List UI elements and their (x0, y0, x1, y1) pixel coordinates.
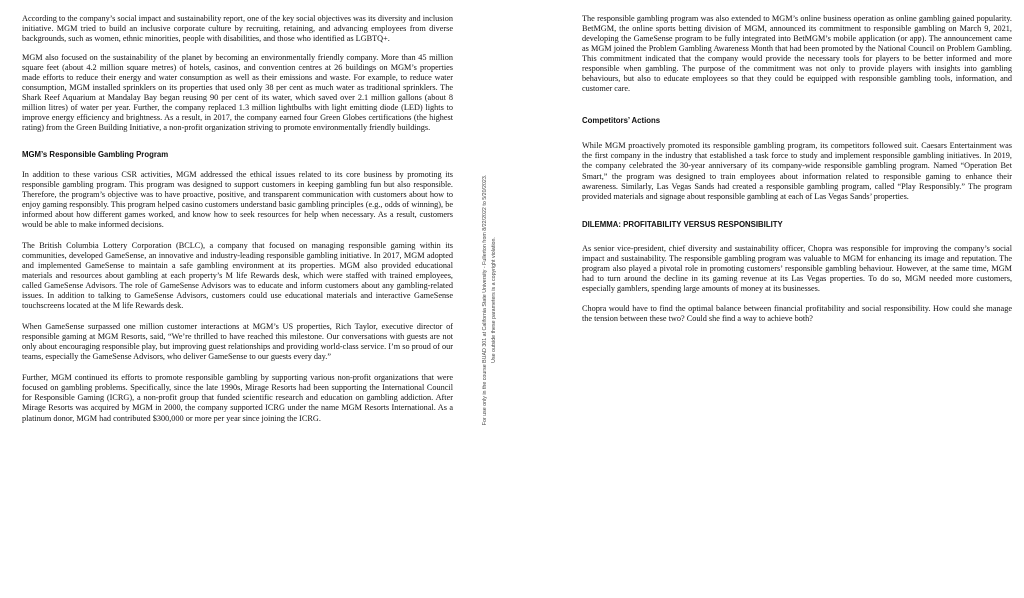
right-paragraph-betmgm: The responsible gambling program was also extended to MGM’s online business operation as online gambling gained popularity. BetMGM, the online sports betting division of MGM, announced its commitment to responsible gambling on March 9, 2021, developing the GameSense program to be fully integrated into BetMGM’s mobile application (or app). The announcement came as MGM joined the Problem Gambling Awareness Month that had been promoted by the National Council on Problem Gambling. This commitment indicated that the company would provide the necessary tools for players to be better informed and more responsible when gambling. The purpose of the commitment was not only to provide players with insights into gambling behaviours, but also to educate employees so that they could be equipped with responsible gambling tools, information, and customer care. (582, 14, 1012, 94)
left-paragraph-bclc: The British Columbia Lottery Corporation (BCLC), a company that focused on managing responsible gaming within its communities, developed GameSense, an innovative and industry-leading responsible gambling initiative. In 2017, MGM adopted and implemented GameSense to maintain a safe gambling environment at its properties. MGM also provided educational materials and resources about gambling at each property’s M life Rewards desk, which were staffed with trained employees, called GameSense Advisors. The role of GameSense Advisors was to educate and inform customers about any gambling-related issues. In addition to talking to GameSense Advisors, customers could use educational materials and interactive GameSense touchscreens located at the M life Rewards desk. (22, 240, 453, 311)
right-paragraph-competitors: While MGM proactively promoted its responsible gambling program, its competitors followed suit. Caesars Entertainment was the first company in the industry that established a task force to study and implement responsible gambling initiatives. In 2019, the company celebrated the 30-year anniversary of its company-wide responsible gambling program. Named “Operation Bet Smart,” the program was designed to train employees about information related to responsible gaming to enhance their awareness. Similarly, Las Vegas Sands had created a responsible gambling program, called “Play Responsibly.” The program provided materials and signage about responsible gambling at each of Las Vegas Sands’ properties. (582, 141, 1012, 201)
section-heading-dilemma: DILEMMA: PROFITABILITY VERSUS RESPONSIBILITY (582, 219, 783, 229)
right-paragraph-question: Chopra would have to find the optimal balance between financial profitability and social responsibility. How could she manage the tension between these two? Could she find a way to achieve both? (582, 303, 1012, 323)
left-paragraph-icrg: Further, MGM continued its efforts to promote responsible gambling by supporting various non-profit organizations that were focused on gambling problems. Specifically, since the late 1990s, Mirage Resorts had been supporting the International Council for Responsible Gaming (ICRG), a non-profit group that funded scientific research and education on gambling addiction. After Mirage Resorts was acquired by MGM in 2000, the company supported ICRG under the name MGM Resorts International. As a platinum donor, MGM had contributed $300,000 or more per year since joining the ICRG. (22, 373, 453, 423)
watermark-line-1: For use only in the course BUAD 301 at California State University - Fullerton from 8/22/2022 to 5/20/2023. (482, 174, 488, 426)
section-heading-competitors: Competitors’ Actions (582, 116, 661, 126)
watermark-line-2: Use outside these parameters is a copyright violation. (491, 237, 497, 363)
copyright-watermark (481, 135, 499, 465)
left-paragraph-program: In addition to these various CSR activities, MGM addressed the ethical issues related to its core business by promoting its responsible gambling program. This program was designed to support customers in keeping gambling fun but also responsible. Therefore, the program’s objective was to have proactive, positive, and transparent communication with customers about how to enjoy gaming responsibly. This program helped casino customers understand basic gambling principles (e.g., odds of winning), be informed about how different games worked, and know how to seek resources for help when necessary. As a result, customers would be able to make informed decisions. (22, 169, 453, 229)
left-column (22, 14, 453, 424)
left-paragraph-quote: When GameSense surpassed one million customer interactions at MGM’s US properties, Rich Taylor, executive director of responsible gaming at MGM Resorts, said, “We’re thrilled to have reached this milestone. Our conversations with guests are not only about encouraging responsible play, but improving guest relationships and providing world-class service. I’m so proud of our teams, especially the GameSense Advisors, who deliver GameSense to our guests every day.” (22, 322, 453, 362)
section-heading-responsible-gambling: MGM’s Responsible Gambling Program (22, 149, 169, 159)
right-column (582, 14, 1012, 324)
right-paragraph-chopra: As senior vice-president, chief diversity and sustainability officer, Chopra was responsible for improving the company’s social impact and sustainability. The responsible gambling program was valuable to MGM for enhancing its image and reputation. The program also played a pivotal role in promoting customers’ responsible gambling behaviour. However, at the same time, MGM had to turn around the decline in its gaming revenue at its Las Vegas properties. To do so, MGM needed more customers, especially gamblers, spending large amounts of money at its businesses. (582, 243, 1012, 293)
left-paragraph-diversity: According to the company’s social impact and sustainability report, one of the key social objectives was its diversity and inclusion initiative. MGM tried to build an inclusive corporate culture by recruiting, retaining, and advancing employees from diverse backgrounds, such as women, ethnic minorities, people with disabilities, and those who identified as LGBTQ+. (22, 14, 453, 44)
left-paragraph-environment: MGM also focused on the sustainability of the planet by becoming an environmentally friendly company. More than 45 million square feet (about 4.2 million square metres) of hotels, casinos, and convention centres at 26 buildings on MGM’s properties made efforts to reduce their energy and water consumption as well as their emissions and waste. For example, to reduce water consumption, MGM installed sprinklers on its properties that used only 38 per cent as much water as traditional sprinklers. The Shark Reef Aquarium at Mandalay Bay began reusing 90 per cent of its water, which saved over 2.1 million gallons (about 8 million litres) of water per year. Further, the company replaced 1.3 million lightbulbs with light emitting diode (LED) lights to improve energy efficiency and brightness. As a result, in 2017, the company earned four Green Globes certifications (the highest rating) from the Green Building Initiative, a non-profit organization striving to promote environmentally friendly buildings. (22, 53, 453, 133)
